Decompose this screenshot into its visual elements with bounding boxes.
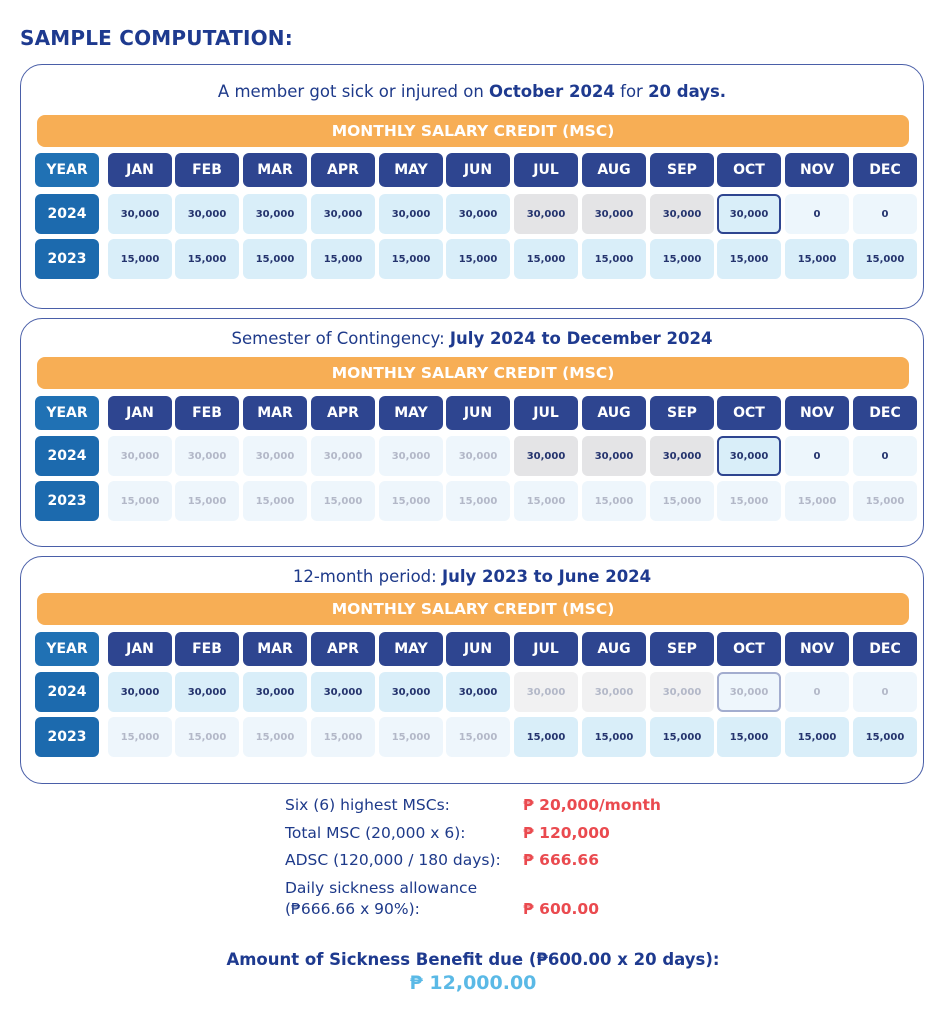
msc-cell-nov: 0 (785, 194, 849, 234)
title-range: July 2024 to December 2024 (449, 329, 713, 348)
msc-cell-jun: 30,000 (446, 436, 510, 476)
msc-banner: MONTHLY SALARY CREDIT (MSC) (37, 593, 909, 625)
msc-banner: MONTHLY SALARY CREDIT (MSC) (37, 115, 909, 147)
msc-cell-aug: 15,000 (582, 239, 646, 279)
title-range: July 2023 to June 2024 (441, 567, 652, 586)
msc-cell-mar: 30,000 (243, 672, 307, 712)
page-heading: SAMPLE COMPUTATION: (20, 26, 293, 50)
month-header-jun: JUN (446, 396, 510, 430)
msc-cell-jul: 30,000 (514, 436, 578, 476)
month-header-aug: AUG (582, 153, 646, 187)
year-label: 2023 (35, 717, 99, 757)
panel-sick-period (20, 64, 924, 309)
msc-cell-oct: 15,000 (717, 239, 781, 279)
year-label: 2024 (35, 672, 99, 712)
msc-cell-oct: 30,000 (717, 436, 781, 476)
month-header-feb: FEB (175, 153, 239, 187)
msc-cell-apr: 30,000 (311, 672, 375, 712)
month-header-mar: MAR (243, 153, 307, 187)
msc-cell-may: 15,000 (379, 717, 443, 757)
panel-title (21, 567, 923, 586)
msc-cell-jun: 15,000 (446, 239, 510, 279)
year-column-header: YEAR (35, 396, 99, 430)
msc-cell-jun: 30,000 (446, 672, 510, 712)
year-label: 2024 (35, 194, 99, 234)
msc-cell-sep: 15,000 (650, 239, 714, 279)
msc-cell-jan: 15,000 (108, 717, 172, 757)
month-header-jun: JUN (446, 632, 510, 666)
msc-cell-feb: 15,000 (175, 239, 239, 279)
panel-title (21, 82, 923, 101)
title-text: Semester of Contingency: (231, 329, 450, 348)
msc-cell-sep: 30,000 (650, 194, 714, 234)
msc-cell-jan: 30,000 (108, 194, 172, 234)
msc-cell-aug: 30,000 (582, 672, 646, 712)
month-header-nov: NOV (785, 153, 849, 187)
msc-cell-aug: 30,000 (582, 436, 646, 476)
month-header-jul: JUL (514, 153, 578, 187)
msc-cell-nov: 15,000 (785, 717, 849, 757)
year-label: 2023 (35, 239, 99, 279)
msc-cell-dec: 15,000 (853, 239, 917, 279)
title-text: A member got sick or injured on (217, 82, 490, 101)
summary-label-allowance: Daily sickness allowance (285, 879, 478, 897)
msc-cell-feb: 15,000 (175, 717, 239, 757)
msc-cell-aug: 15,000 (582, 717, 646, 757)
msc-cell-nov: 0 (785, 672, 849, 712)
msc-cell-sep: 30,000 (650, 672, 714, 712)
msc-cell-mar: 30,000 (243, 436, 307, 476)
msc-cell-feb: 30,000 (175, 194, 239, 234)
year-column-header: YEAR (35, 153, 99, 187)
month-header-mar: MAR (243, 396, 307, 430)
month-header-jan: JAN (108, 632, 172, 666)
msc-cell-jul: 15,000 (514, 717, 578, 757)
month-header-oct: OCT (717, 396, 781, 430)
summary-value-highest: ₱ 20,000/month (523, 796, 661, 814)
msc-cell-dec: 15,000 (853, 481, 917, 521)
panel-12-month-period (20, 556, 924, 784)
msc-cell-oct: 30,000 (717, 194, 781, 234)
msc-cell-nov: 0 (785, 436, 849, 476)
msc-cell-nov: 15,000 (785, 239, 849, 279)
month-header-dec: DEC (853, 396, 917, 430)
month-header-apr: APR (311, 632, 375, 666)
msc-cell-mar: 15,000 (243, 717, 307, 757)
month-header-jul: JUL (514, 396, 578, 430)
msc-cell-dec: 15,000 (853, 717, 917, 757)
year-column-header: YEAR (35, 632, 99, 666)
year-label: 2024 (35, 436, 99, 476)
msc-cell-sep: 15,000 (650, 717, 714, 757)
month-header-oct: OCT (717, 153, 781, 187)
msc-cell-apr: 15,000 (311, 717, 375, 757)
msc-cell-mar: 30,000 (243, 194, 307, 234)
msc-cell-may: 15,000 (379, 239, 443, 279)
msc-cell-jan: 30,000 (108, 672, 172, 712)
msc-cell-jul: 15,000 (514, 481, 578, 521)
month-header-apr: APR (311, 396, 375, 430)
month-header-may: MAY (379, 153, 443, 187)
title-days: 20 days. (648, 82, 727, 101)
summary-value-allowance: ₱ 600.00 (523, 900, 599, 918)
panel-title (21, 329, 923, 348)
title-month: October 2024 (489, 82, 615, 101)
msc-cell-jul: 30,000 (514, 194, 578, 234)
month-header-feb: FEB (175, 396, 239, 430)
msc-cell-apr: 15,000 (311, 239, 375, 279)
msc-cell-jun: 15,000 (446, 481, 510, 521)
month-header-nov: NOV (785, 632, 849, 666)
msc-cell-jul: 30,000 (514, 672, 578, 712)
month-header-may: MAY (379, 632, 443, 666)
msc-cell-may: 15,000 (379, 481, 443, 521)
msc-cell-may: 30,000 (379, 672, 443, 712)
msc-cell-jan: 15,000 (108, 239, 172, 279)
title-text: 12-month period: (292, 567, 442, 586)
title-text-mid: for (614, 82, 649, 101)
msc-cell-dec: 0 (853, 672, 917, 712)
msc-cell-apr: 30,000 (311, 436, 375, 476)
msc-cell-may: 30,000 (379, 194, 443, 234)
msc-cell-apr: 15,000 (311, 481, 375, 521)
msc-cell-nov: 15,000 (785, 481, 849, 521)
month-header-apr: APR (311, 153, 375, 187)
msc-cell-sep: 15,000 (650, 481, 714, 521)
year-label: 2023 (35, 481, 99, 521)
msc-cell-jan: 30,000 (108, 436, 172, 476)
msc-cell-mar: 15,000 (243, 481, 307, 521)
msc-cell-feb: 15,000 (175, 481, 239, 521)
month-header-oct: OCT (717, 632, 781, 666)
summary-value-total: ₱ 120,000 (523, 824, 610, 842)
month-header-sep: SEP (650, 396, 714, 430)
msc-cell-may: 30,000 (379, 436, 443, 476)
month-header-feb: FEB (175, 632, 239, 666)
msc-cell-jul: 15,000 (514, 239, 578, 279)
msc-cell-aug: 15,000 (582, 481, 646, 521)
month-header-mar: MAR (243, 632, 307, 666)
month-header-sep: SEP (650, 632, 714, 666)
msc-cell-feb: 30,000 (175, 436, 239, 476)
msc-cell-apr: 30,000 (311, 194, 375, 234)
month-header-jul: JUL (514, 632, 578, 666)
benefit-due-value: ₱ 12,000.00 (409, 972, 537, 994)
summary-value-adsc: ₱ 666.66 (523, 851, 599, 869)
msc-cell-jan: 15,000 (108, 481, 172, 521)
msc-cell-dec: 0 (853, 194, 917, 234)
month-header-jun: JUN (446, 153, 510, 187)
msc-cell-sep: 30,000 (650, 436, 714, 476)
summary-label-allowance-formula: (₱666.66 x 90%): (285, 900, 420, 918)
summary-label-total: Total MSC (20,000 x 6): (285, 824, 466, 842)
month-header-may: MAY (379, 396, 443, 430)
msc-cell-aug: 30,000 (582, 194, 646, 234)
summary-label-highest: Six (6) highest MSCs: (285, 796, 450, 814)
msc-cell-oct: 15,000 (717, 481, 781, 521)
month-header-jan: JAN (108, 153, 172, 187)
msc-banner: MONTHLY SALARY CREDIT (MSC) (37, 357, 909, 389)
msc-cell-jun: 30,000 (446, 194, 510, 234)
benefit-due-label: Amount of Sickness Benefit due (₱600.00 x 20 days): (226, 950, 720, 969)
msc-cell-mar: 15,000 (243, 239, 307, 279)
month-header-aug: AUG (582, 396, 646, 430)
panel-semester-contingency (20, 318, 924, 547)
msc-cell-oct: 15,000 (717, 717, 781, 757)
msc-cell-dec: 0 (853, 436, 917, 476)
summary-label-adsc: ADSC (120,000 / 180 days): (285, 851, 501, 869)
month-header-dec: DEC (853, 632, 917, 666)
month-header-aug: AUG (582, 632, 646, 666)
month-header-jan: JAN (108, 396, 172, 430)
msc-cell-jun: 15,000 (446, 717, 510, 757)
month-header-dec: DEC (853, 153, 917, 187)
month-header-sep: SEP (650, 153, 714, 187)
msc-cell-oct: 30,000 (717, 672, 781, 712)
msc-cell-feb: 30,000 (175, 672, 239, 712)
month-header-nov: NOV (785, 396, 849, 430)
